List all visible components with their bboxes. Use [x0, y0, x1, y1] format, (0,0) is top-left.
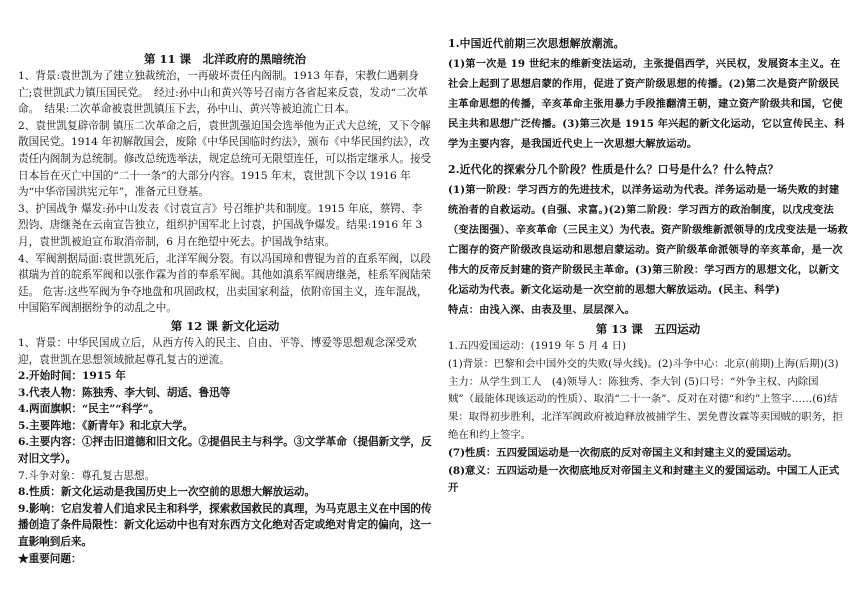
- lesson-12-title: 第 12 课 新文化运动: [170, 318, 280, 333]
- lesson-12-target: 7.斗争对象：尊孔复古思想。: [18, 469, 156, 482]
- lesson-12-figures: 3.代表人物：陈独秀、李大钊、胡适、鲁迅等: [18, 386, 231, 399]
- lesson-13-details: (1)背景：巴黎和会中国外交的失败(导火线)。(2)斗争中心：北京(前期)上海(后期)(3)主力：从学生到工人 (4)领导人：陈独秀、李大钊 (5)口号：“外争主权、内除国贼”（最能体现该运动的性质）、取消“二十一条”、反对在对德“和约”上签字……(6)结果：取得初步胜利，北洋军阀政府被迫释放被捕学生、罢免曹汝霖等卖国贼的职务，拒绝在和约上签字。: [448, 357, 843, 441]
- lesson-11-warlords: 4、军阀割据局面:袁世凯死后，北洋军阀分裂。有以冯国璋和曹锟为首的直系军阀，以段祺瑞为首的皖系军阀和以张作霖为首的奉系军阀。其他如滇系军阀唐继尧，桂系军阀陆荣廷。 危害:这些军阀为争夺地盘和巩固政权，出卖国家利益，依附帝国主义，连年混战，中国陷军阀割据纷争的动乱之中。: [18, 252, 432, 315]
- lesson-12-nature: 8.性质：新文化运动是我国历史上一次空前的思想大解放运动。: [18, 486, 316, 499]
- lesson-12-key-questions: ★重要问题：: [18, 552, 82, 565]
- question-1-answer: (1)第一次是 19 世纪末的维新变法运动，主张提倡西学，兴民权，发展资本主义。在社会上起到了思想启蒙的作用，促进了资产阶级思想的传播。(2)第二次是资产阶级民主革命思想的传播，辛亥革命主张用暴力手段推翻清王朝，建立资产阶级共和国，它使民主共和思想广泛传播。(3)第三次是 1915 年兴起的新文化运动，它以宣传民主、科学为主要内容，是我国近代史上一次思想大解放运动。: [448, 58, 845, 150]
- right-column: [448, 34, 848, 498]
- lesson-11-restoration: 2、袁世凯复辟帝制 镇压二次革命之后，袁世凯强迫国会选举他为正式大总统，又下令解散国民党。1914 年初解散国会，废除《中华民国临时约法》，颁布《中华民国约法》，改责任内阁制为总统制。修改总统选举法，规定总统可无限望连任，可以指定继承人。接受日本旨在灭亡中国的“二十一条”的大部分内容。1915 年末，袁世凯下令以 1916 年为“中华帝国洪宪元年”，准备元旦登基。: [18, 119, 432, 199]
- lesson-12-influence: 9.影响：它启发着人们追求民主和科学，探索救国救民的真理，为马克思主义在中国的传播创造了条件局限性：新文化运动中也有对东西方文化绝对否定或绝对肯定的偏向，这一直影响到后来。: [18, 502, 432, 549]
- lesson-13-title: 第 13 课 五四运动: [595, 322, 701, 336]
- lesson-12-start-time: 2.开始时间：1915 年: [18, 370, 126, 383]
- lesson-12-background: 1、背景：中华民国成立后，从西方传入的民主、自由、平等、博爱等思想观念深受欢迎，袁世凯在思想领域掀起尊孔复古的逆流。: [18, 336, 417, 366]
- question-2: 2.近代化的探索分几个阶段？性质是什么？口号是什么？什么特点？: [448, 163, 779, 176]
- lesson-13-significance: (8)意义：五四运动是一次彻底地反对帝国主义和封建主义的爱国运动。中国工人正式开: [448, 464, 840, 495]
- question-1: 1.中国近代前期三次思想解放潮流。: [448, 37, 625, 50]
- question-2-feature: 特点：由浅入深、由表及里、层层深入。: [448, 304, 635, 316]
- question-2-answer: (1)第一阶段：学习西方的先进技术，以洋务运动为代表。洋务运动是一场失败的封建统治者的自救运动。(自强、求富。)(2)第二阶段：学习西方的政治制度，以戊戌变法（变法图强）、辛亥革命（三民主义）为代表。资产阶级维新派领导的戊戌变法是一场救亡图存的资产阶级改良运动和思想启蒙运动。资产阶级革命派领导的辛亥革命，是一次伟大的反帝反封建的资产阶级民主革命。(3)第三阶段：学习西方的思想文化，以新文化运动为代表。新文化运动是一次空前的思想大解放运动。(民主、科学): [448, 184, 849, 296]
- lesson-12-positions: 5.主要阵地：《新青年》和北京大学。: [18, 419, 194, 432]
- lesson-12-banners: 4.两面旗帜：“民主”“科学”。: [18, 403, 160, 416]
- lesson-13-item-1: 1.五四爱国运动：(1919 年 5 月 4 日): [448, 340, 627, 352]
- lesson-11-background: 1、背景:袁世凯为了建立独裁统治，一再破坏责任内阁制。1913 年春，宋教仁遇刺身亡;袁世凯武力镇压国民党。 经过:孙中山和黄兴等号召南方各省起来反袁，发动“二次革命。 结果:二次革命被袁世凯镇压下去，孙中山、黄兴等被迫流亡日本。: [18, 70, 428, 116]
- lesson-12-content: 6.主要内容：①抨击旧道德和旧文化。②提倡民主与科学。③文学革命（提倡新文学，反对旧文学）。: [18, 436, 432, 466]
- lesson-13-nature: (7)性质：五四爱国运动是一次彻底的反对帝国主义和封建主义的爱国运动。: [448, 446, 798, 459]
- lesson-11-protect-nation-war: 3、护国战争 爆发:孙中山发表《讨袁宣言》号召维护共和制度。1915 年底，蔡锷、李烈钧、唐继尧在云南宣告独立，组织护国军北上讨袁，护国战争爆发。结果:1916 年 3 月，袁世凯被迫宣布取消帝制，6 月在绝望中死去。护国战争结束。: [18, 202, 423, 248]
- lesson-11-title: 第 11 课 北洋政府的黑暗统治: [143, 52, 306, 66]
- left-column: [18, 50, 432, 567]
